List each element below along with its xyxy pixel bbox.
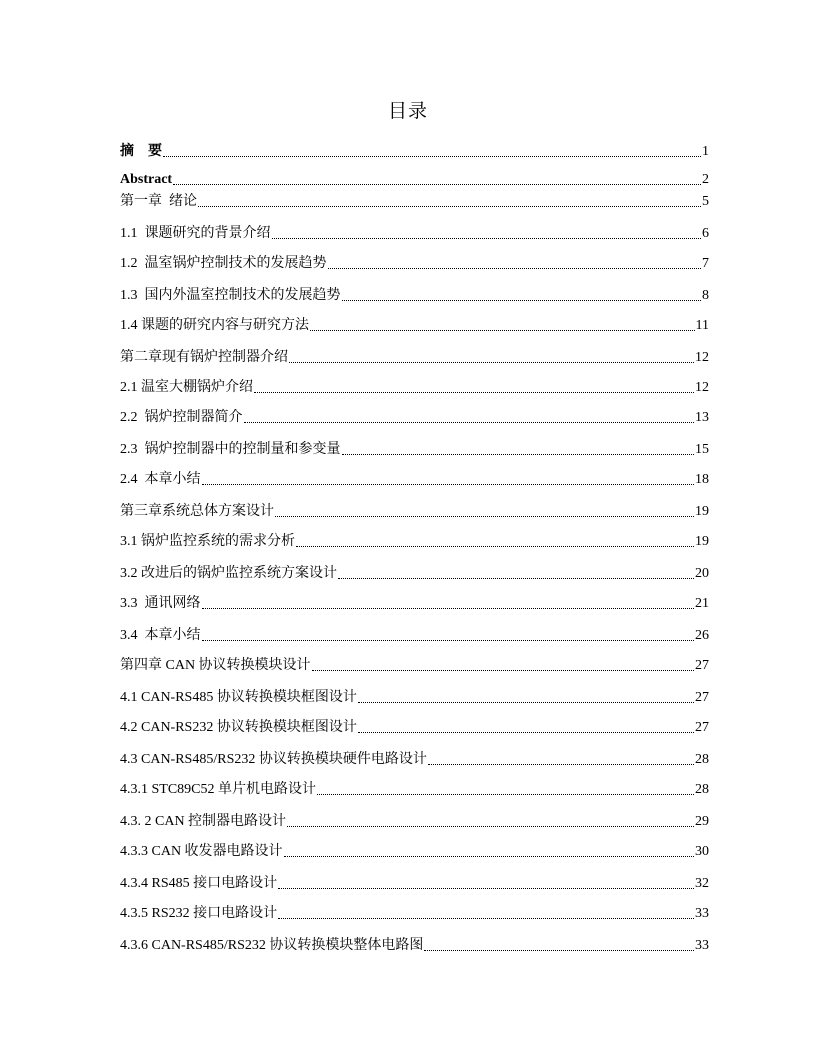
toc-entry-page-number: 2 [702,172,709,187]
dot-leader [317,794,694,795]
toc-entry-label: 3.3 通讯网络 [120,596,201,611]
toc-entry[interactable] [120,224,709,244]
toc-entry-page-number: 28 [695,752,709,767]
dot-leader [328,268,702,269]
dot-leader [296,546,694,547]
toc-entry[interactable] [120,532,709,552]
toc-entry-label: 4.3 CAN-RS485/RS232 协议转换模块硬件电路设计 [120,752,427,767]
toc-entry-page-number: 26 [695,628,709,643]
toc-entry[interactable] [120,142,709,162]
toc-entry[interactable] [120,254,709,274]
toc-entry[interactable] [120,874,709,894]
dot-leader [358,732,694,733]
toc-entry[interactable] [120,656,709,676]
toc-entry-page-number: 15 [695,442,709,457]
toc-entry-page-number: 19 [695,504,709,519]
dot-leader [275,516,694,517]
dot-leader [358,702,694,703]
dot-leader [272,238,702,239]
toc-entry-label: 4.1 CAN-RS485 协议转换模块框图设计 [120,690,357,705]
toc-entry-page-number: 33 [695,938,709,953]
toc-entry-label: 2.1 温室大棚锅炉介绍 [120,380,253,395]
toc-entry[interactable] [120,564,709,584]
toc-entry-page-number: 12 [695,380,709,395]
toc-entry[interactable] [120,286,709,306]
toc-entry[interactable] [120,348,709,368]
toc-entry[interactable] [120,502,709,522]
toc-entry-page-number: 7 [702,256,709,271]
toc-entry[interactable] [120,170,709,190]
toc-entry-page-number: 6 [702,226,709,241]
toc-entry-page-number: 8 [702,288,709,303]
page-title: 目录 [387,101,428,122]
toc-entry-label: 3.1 锅炉监控系统的需求分析 [120,534,295,549]
dot-leader [173,184,701,185]
dot-leader [428,764,694,765]
dot-leader [284,856,694,857]
toc-entry-label: 3.4 本章小结 [120,628,201,643]
toc-entry-label: 3.2 改进后的锅炉监控系统方案设计 [120,566,337,581]
dot-leader [312,670,694,671]
toc-entry-label: 2.4 本章小结 [120,472,201,487]
dot-leader [254,392,694,393]
toc-entry-page-number: 27 [695,690,709,705]
dot-leader [278,918,694,919]
toc-entry-label: 4.3.1 STC89C52 单片机电路设计 [120,782,317,797]
dot-leader [278,888,694,889]
toc-entry[interactable] [120,718,709,738]
toc-entry[interactable] [120,904,709,924]
dot-leader [342,300,702,301]
toc-entry-label: 4.3.5 RS232 接口电路设计 [120,906,278,921]
toc-entry[interactable] [120,440,709,460]
toc-entry-page-number: 27 [695,720,709,735]
toc-entry-page-number: 1 [702,144,709,159]
dot-leader [198,206,701,207]
toc-entry-page-number: 30 [695,844,709,859]
toc-entry-label: 2.3 锅炉控制器中的控制量和参变量 [120,442,341,457]
toc-entry-label: 第四章 CAN 协议转换模块设计 [120,658,311,673]
toc-entry-page-number: 11 [695,318,709,333]
toc-entry-page-number: 5 [702,194,709,209]
toc-entry[interactable] [120,594,709,614]
toc-entry-label: 1.3 国内外温室控制技术的发展趋势 [120,288,341,303]
toc-entry-page-number: 29 [695,814,709,829]
toc-entry-page-number: 27 [695,658,709,673]
dot-leader [244,422,695,423]
dot-leader [289,362,694,363]
toc-entry-label: 4.3.6 CAN-RS485/RS232 协议转换模块整体电路图 [120,938,424,953]
dot-leader [202,608,695,609]
toc-entry-label: 1.1 课题研究的背景介绍 [120,226,271,241]
dot-leader [342,454,695,455]
toc-entry-label: 摘 要 [120,144,162,159]
toc-entry-label: 第二章现有锅炉控制器介绍 [120,350,288,365]
toc-entry[interactable] [120,842,709,862]
dot-leader [424,950,694,951]
toc-entry-label: 4.3.3 CAN 收发器电路设计 [120,844,283,859]
toc-entry-label: 4.3.4 RS485 接口电路设计 [120,876,278,891]
toc-entry[interactable] [120,316,709,336]
toc-entry-label: 4.2 CAN-RS232 协议转换模块框图设计 [120,720,357,735]
toc-entry[interactable] [120,470,709,490]
toc-entry-page-number: 18 [695,472,709,487]
toc-entry[interactable] [120,408,709,428]
toc-entry[interactable] [120,750,709,770]
toc-entry-page-number: 28 [695,782,709,797]
toc-entry-label: 第三章系统总体方案设计 [120,504,274,519]
dot-leader [163,156,701,157]
dot-leader [202,484,695,485]
toc-entry[interactable] [120,378,709,398]
toc-entry[interactable] [120,812,709,832]
toc-entry-label: Abstract [120,172,173,187]
dot-leader [310,330,695,331]
toc-entry-label: 1.4 课题的研究内容与研究方法 [120,318,309,333]
toc-entry-label: 4.3. 2 CAN 控制器电路设计 [120,814,287,829]
toc-entry[interactable] [120,626,709,646]
toc-entry[interactable] [120,780,709,800]
toc-entry-label: 2.2 锅炉控制器简介 [120,410,243,425]
toc-entry-page-number: 21 [695,596,709,611]
toc-entry-label: 1.2 温室锅炉控制技术的发展趋势 [120,256,327,271]
dot-leader [338,578,694,579]
toc-entry[interactable] [120,192,709,212]
toc-entry-label: 第一章 绪论 [120,194,197,209]
dot-leader [287,826,694,827]
dot-leader [202,640,695,641]
toc-entry-page-number: 20 [695,566,709,581]
toc-entry[interactable] [120,688,709,708]
toc-entry-page-number: 33 [695,906,709,921]
toc-entry-page-number: 12 [695,350,709,365]
toc-entry-page-number: 32 [695,876,709,891]
toc-entry-page-number: 13 [695,410,709,425]
toc-entry-page-number: 19 [695,534,709,549]
toc-entry[interactable] [120,936,709,956]
